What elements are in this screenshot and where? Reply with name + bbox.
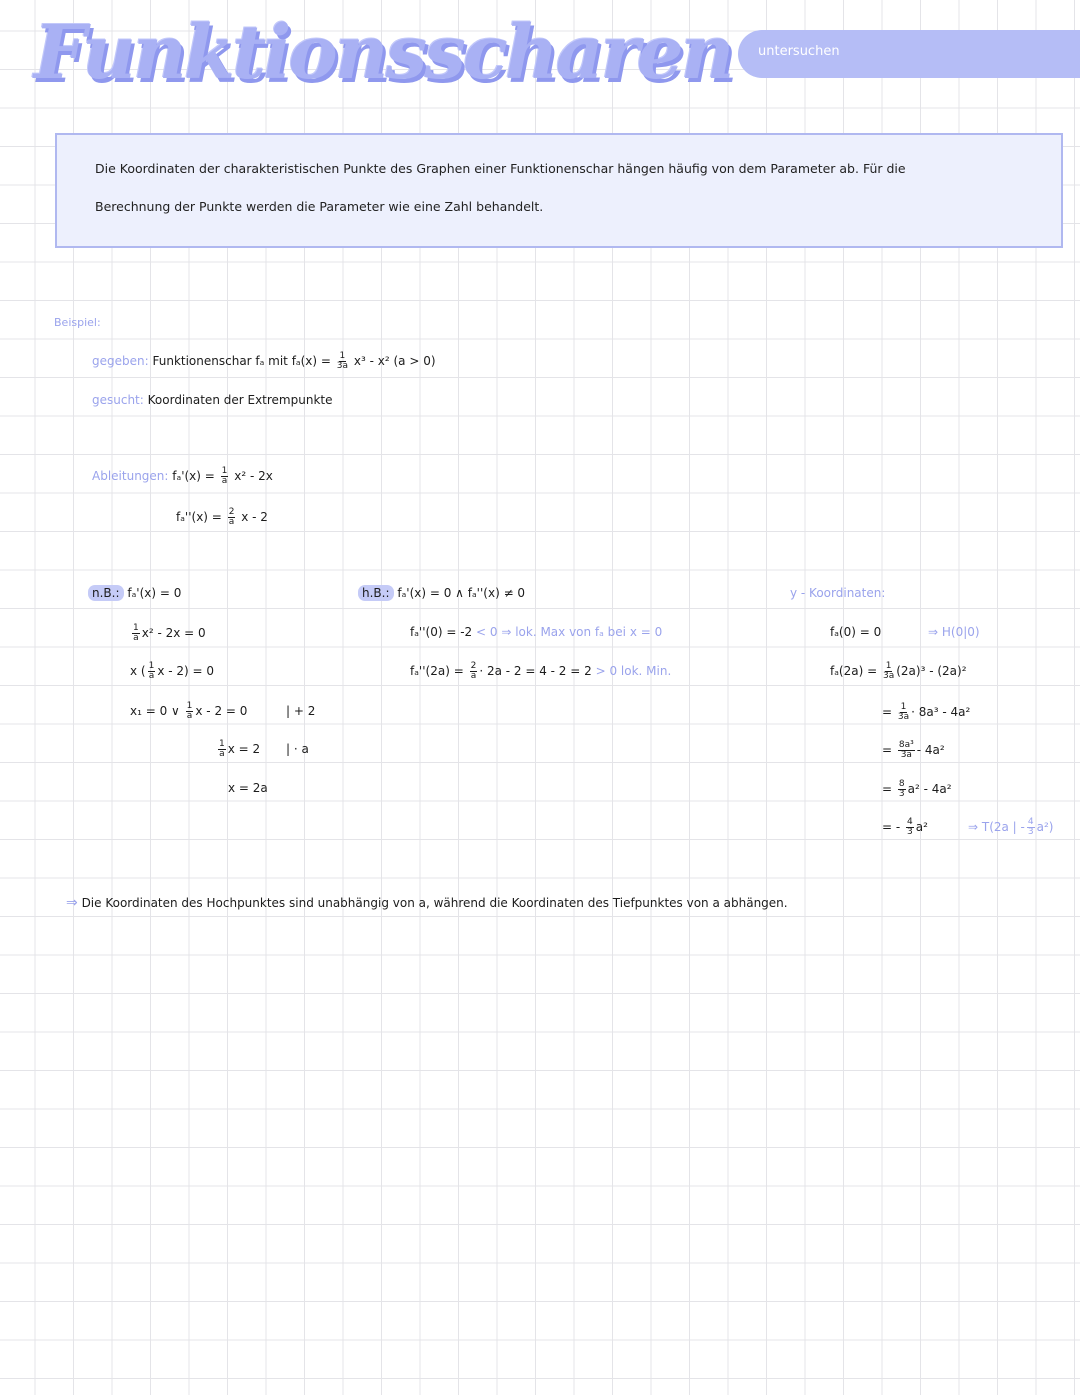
hb-l2-fraction [470,662,478,681]
nb-l4-op: | · a [286,742,309,756]
yc-l3-prefix: = [882,705,893,719]
d2-fraction [228,508,236,527]
yc-l4-fraction [898,741,915,760]
yc-l4-num: 8a³ [898,740,914,750]
yc-l5-fraction [898,780,906,799]
yc-l6-fraction [906,818,914,837]
d1-fraction [221,467,229,486]
given-fraction [337,352,348,371]
nb-line-2 [130,662,214,681]
nb-l3-suffix: x - 2 = 0 [195,704,248,718]
yc-l2-num: 1 [885,661,892,671]
ycoord-line-1: fₐ(0) = 0 [830,625,882,639]
yc-l5-prefix: = [882,782,893,796]
given-label: gegeben: [92,354,149,368]
nb-heading [88,586,181,600]
hb-heading [358,586,525,600]
hb-l2-den: a [470,671,477,681]
given-frac-den: 3a [336,361,349,371]
nb-l1-den: a [133,633,139,643]
nb-l4-suffix: x = 2 [227,742,261,756]
nb-l3-num: 1 [186,701,193,711]
sought-line [92,393,332,407]
nb-l3-left: x₁ = 0 ∨ [130,704,180,718]
hb-l2-prefix: fₐ''(2a) = [410,664,464,678]
ycoord-line-6 [882,818,928,837]
ycoord-label: y - Koordinaten: [790,586,886,600]
yc-l4-suffix: - 4a² [916,743,945,757]
yc-l2-prefix: fₐ(2a) = [830,664,878,678]
conclusion [66,895,788,911]
yc-l6-num: 4 [907,817,913,827]
nb-chip: n.B.: [88,585,124,601]
ycoord-line-3 [882,703,970,722]
yc-t-prefix: ⇒ T(2a | - [968,820,1025,834]
yc-l5-suffix: a² - 4a² [907,782,952,796]
ycoord-line-4 [882,741,945,760]
nb-l1-fraction [132,624,140,643]
d1-prefix: fₐ'(x) = [172,469,215,483]
hb-l2-mid: · 2a - 2 = 4 - 2 = 2 [479,664,592,678]
ycoord-result-t [968,818,1053,837]
d1-den: a [221,476,228,486]
nb-line-5: x = 2a [228,781,268,795]
definition-line-2: Berechnung der Punkte werden die Parameter wie eine Zahl behandelt. [95,199,544,214]
hb-chip: h.B.: [358,585,394,601]
given-prefix: Funktionenschar fₐ mit fₐ(x) = [152,354,331,368]
d2-prefix: fₐ''(x) = [176,510,222,524]
nb-l4-fraction [218,740,226,759]
hb-l1: fₐ''(0) = -2 [410,625,473,639]
yc-l4-prefix: = [882,743,893,757]
hb-line-2 [410,662,671,681]
yc-l3-den: 3a [897,712,910,722]
yc-l6-den: 3 [907,827,913,837]
derivative-2 [176,508,268,527]
definition-line-1: Die Koordinaten der charakteristischen Punkte des Graphen einer Funktionenschar hängen häufig von dem Parameter ab. Für die [95,161,906,176]
derivative-1 [92,467,273,486]
yc-l3-fraction [898,703,909,722]
d2-suffix: x - 2 [241,510,268,524]
sought-label: gesucht: [92,393,144,407]
yc-t-den: 3 [1027,827,1034,837]
nb-l2-num: 1 [148,661,155,671]
yc-l5-num: 8 [898,779,905,789]
d1-num: 1 [221,466,228,476]
nb-l2-den: a [148,671,155,681]
yc-l6-prefix: = - [882,820,901,834]
hb-head: fₐ'(x) = 0 ∧ fₐ''(x) ≠ 0 [397,586,526,600]
nb-l3-den: a [186,711,193,721]
d1-suffix: x² - 2x [234,469,273,483]
nb-line-3 [130,702,247,721]
nb-l2-fraction [148,662,156,681]
example-label: Beispiel: [54,316,101,329]
sought-text: Koordinaten der Extrempunkte [147,393,333,407]
yc-l5-den: 3 [898,789,905,799]
conclusion-text: Die Koordinaten des Hochpunktes sind unabhängig von a, während die Koordinaten des Tiefpunktes von a abhängen. [81,896,788,910]
given-suffix: x³ - x² (a > 0) [353,354,436,368]
title-badge [738,30,1080,78]
yc-l2-den: 3a [882,671,895,681]
nb-l1-suffix: x² - 2x = 0 [141,626,206,640]
hb-l1-note: < 0 ⇒ lok. Max von fₐ bei x = 0 [476,625,663,639]
nb-l2-suffix: x - 2) = 0 [157,664,215,678]
conclusion-arrow: ⇒ [66,895,78,911]
yc-l2-fraction [883,662,894,681]
given-frac-num: 1 [339,351,346,361]
nb-l2-prefix: x ( [130,664,146,678]
page-title: Funktionsscharen [34,10,732,96]
ycoord-line-5 [882,780,952,799]
yc-t-fraction [1027,818,1035,837]
nb-l4-den: a [219,749,225,759]
nb-l3-op: | + 2 [286,704,316,718]
d2-den: a [228,517,235,527]
nb-l1-num: 1 [133,623,139,633]
ycoord-line-2 [830,662,967,681]
yc-l3-suffix: · 8a³ - 4a² [911,705,971,719]
yc-l2-suffix: (2a)³ - (2a)² [896,664,967,678]
title-badge-label: untersuchen [758,44,840,59]
yc-l4-den: 3a [900,750,912,760]
nb-line-4 [216,740,260,759]
hb-l2-num: 2 [470,661,477,671]
nb-head: fₐ'(x) = 0 [127,586,182,600]
derivatives-label: Ableitungen: [92,469,169,483]
ycoord-result-h: ⇒ H(0|0) [928,625,980,639]
given-line [92,352,436,371]
yc-t-suffix: a²) [1036,820,1054,834]
hb-line-1 [410,625,662,639]
yc-l3-num: 1 [900,702,907,712]
definition-box [55,133,1063,248]
hb-l2-note: > 0 lok. Min. [595,664,672,678]
d2-num: 2 [228,507,235,517]
yc-l6-suffix: a² [915,820,928,834]
yc-t-num: 4 [1027,817,1034,827]
nb-l3-fraction [186,702,194,721]
nb-line-1 [130,624,206,643]
nb-l4-num: 1 [219,739,225,749]
